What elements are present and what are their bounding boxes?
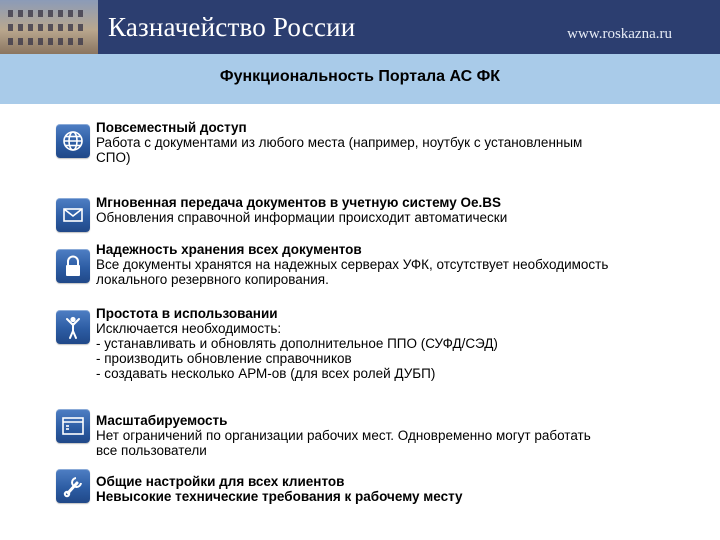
person-icon bbox=[56, 310, 90, 344]
feature-text bbox=[96, 120, 714, 165]
globe-icon bbox=[56, 124, 90, 158]
feature-line: Невысокие технические требования к рабочему месту bbox=[96, 489, 463, 504]
feature-text bbox=[96, 413, 714, 458]
building-photo bbox=[0, 0, 98, 54]
feature-text bbox=[96, 474, 714, 504]
feature-text bbox=[96, 195, 714, 225]
slide-title: Функциональность Портала АС ФК bbox=[219, 68, 501, 85]
header-banner bbox=[0, 0, 720, 54]
wrench-icon bbox=[56, 469, 90, 503]
feature-text bbox=[96, 306, 714, 381]
feature-title: Простота в использовании bbox=[96, 306, 278, 321]
feature-line: Работа с документами из любого места (например, ноутбук с установленным bbox=[96, 135, 583, 150]
lock-icon bbox=[56, 249, 90, 283]
feature-title: Повсеместный доступ bbox=[96, 120, 247, 135]
feature-line: - создавать несколько АРМ-ов (для всех ролей ДУБП) bbox=[96, 366, 436, 381]
feature-list bbox=[0, 104, 720, 540]
feature-title: Масштабируемость bbox=[96, 413, 228, 428]
site-url: www.roskazna.ru bbox=[567, 26, 672, 42]
feature-line: - устанавливать и обновлять дополнительное ППО (СУФД/СЭД) bbox=[96, 336, 498, 351]
feature-line: - производить обновление справочников bbox=[96, 351, 352, 366]
feature-title: Надежность хранения всех документов bbox=[96, 242, 362, 257]
envelope-icon bbox=[56, 198, 90, 232]
feature-line: Нет ограничений по организации рабочих мест. Одновременно могут работать bbox=[96, 428, 591, 443]
feature-line: локального резервного копирования. bbox=[96, 272, 329, 287]
feature-line: СПО) bbox=[96, 150, 131, 165]
feature-line: Все документы хранятся на надежных серверах УФК, отсутствует необходимость bbox=[96, 257, 609, 272]
feature-line: все пользователи bbox=[96, 443, 207, 458]
feature-line: Обновления справочной информации происходит автоматически bbox=[96, 210, 508, 225]
feature-title: Мгновенная передача документов в учетную систему Oe.BS bbox=[96, 195, 501, 210]
feature-title: Общие настройки для всех клиентов bbox=[96, 474, 345, 489]
feature-text bbox=[96, 242, 714, 287]
brand-title: Казначейство России bbox=[108, 12, 356, 42]
title-bar bbox=[0, 54, 720, 104]
window-icon bbox=[56, 409, 90, 443]
feature-line: Исключается необходимость: bbox=[96, 321, 282, 336]
